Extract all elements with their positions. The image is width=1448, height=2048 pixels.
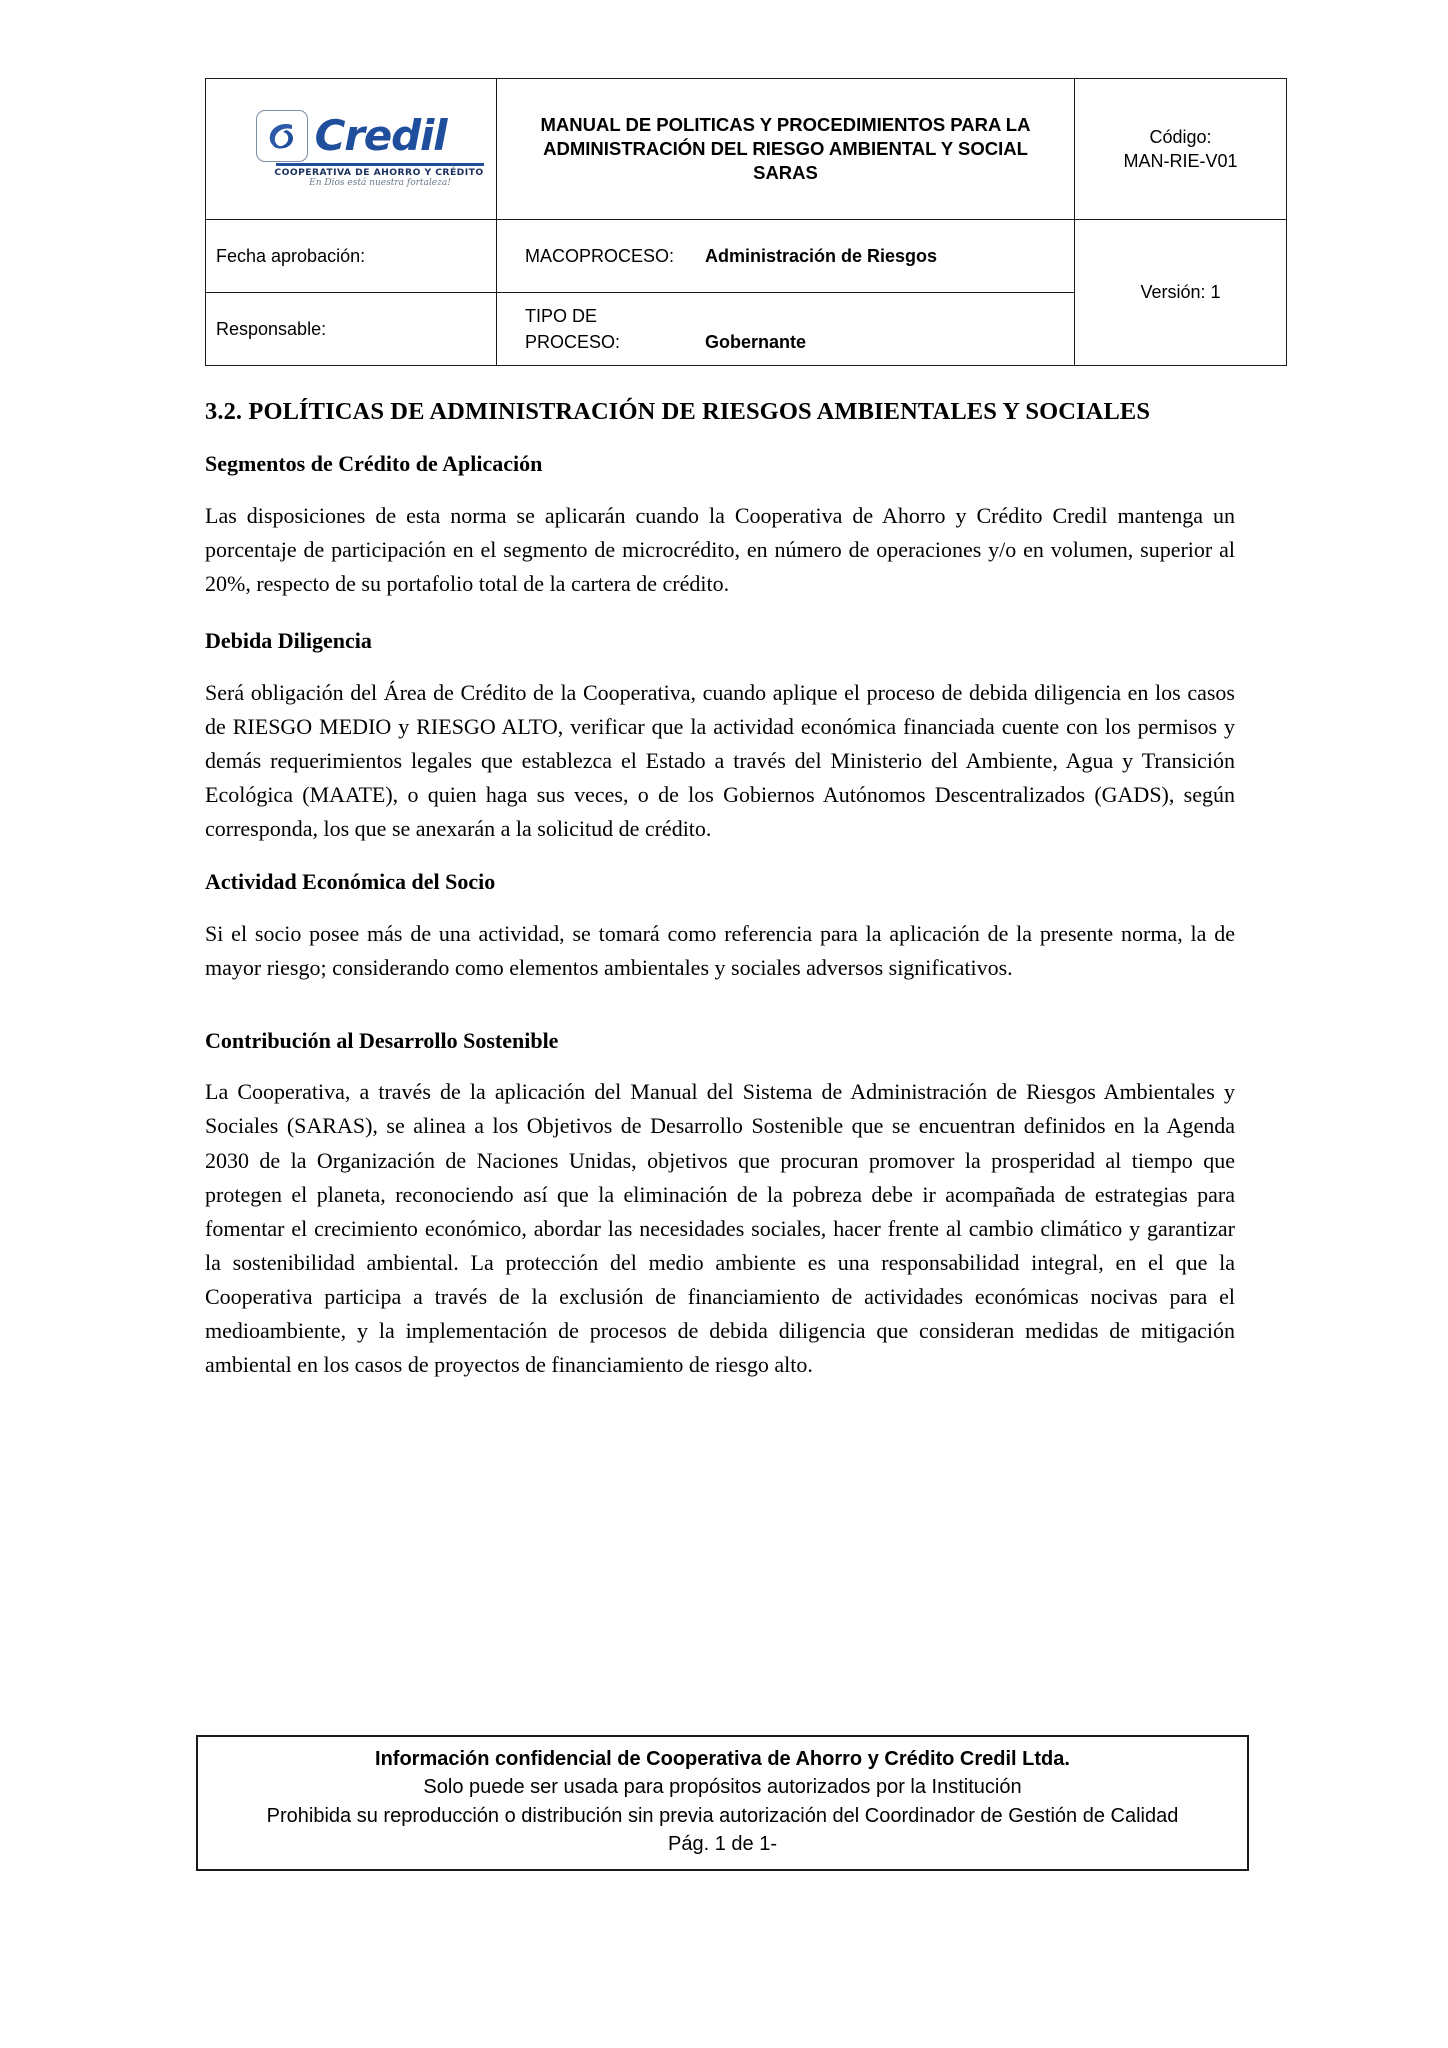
- paragraph-actividad-economica: Si el socio posee más de una actividad, se tomará como referencia para la aplicación de la presente norma, la de mayor riesgo; considerando como elementos ambientales y sociales adversos significativos.: [205, 920, 1235, 980]
- footer-line-confidencial: Información confidencial de Cooperativa de Ahorro y Crédito Credil Ltda.: [375, 1748, 1070, 1770]
- tipo-proceso-cell: [497, 293, 1075, 366]
- subheading-actividad-economica: Actividad Económica del Socio: [205, 868, 496, 894]
- subheading-contribucion-desarrollo: Contribución al Desarrollo Sostenible: [205, 1027, 559, 1053]
- macroproceso-value: Administración de Riesgos: [705, 245, 938, 266]
- credil-swirl-logo-icon: [256, 110, 308, 162]
- paragraph-debida-diligencia: Será obligación del Área de Crédito de la Cooperativa, cuando aplique el proceso de debida diligencia en los casos de RIESGO MEDIO y RIESGO ALTO, verificar que la actividad económica financiada cuente con los permisos y demás requerimientos legales que establezca el Estado a través del Ministerio del Ambiente, Agua y Transición Ecológica (MAATE), o quien haga sus veces, o de los Gobiernos Autónomos Descentralizados (GADS), según corresponda, los que se anexarán a la solicitud de crédito.: [205, 679, 1235, 841]
- logo-subtitle: COOPERATIVA DE AHORRO Y CRÉDITO: [274, 167, 484, 179]
- code-value: MAN-RIE-V01: [1123, 151, 1238, 171]
- paragraph-contribucion-desarrollo: La Cooperativa, a través de la aplicación del Manual del Sistema de Administración de Riesgos Ambientales y Sociales (SARAS), se alinea a los Objetivos de Desarrollo Sostenible que se encuentran definidos en la Agenda 2030 de la Organización de Naciones Unidas, objetivos que procuran promover la prosperidad al tiempo que protegen el planeta, reconociendo así que la eliminación de la pobreza debe ir acompañada de estrategias para fomentar el crecimiento económico, abordar las necesidades sociales, hacer frente al cambio climático y garantizar la sostenibilidad ambiental. La protección del medio ambiente es una responsabilidad integral, en el que la Cooperativa participa a través de la exclusión de financiamiento de actividades económicas nocivas para el medioambiente, y la implementación de procesos de debida diligencia que consideran medidas de mitigación ambiental en los casos de proyectos de financiamiento de riesgo alto.: [205, 1079, 1235, 1378]
- responsable-label: Responsable:: [206, 293, 497, 366]
- footer-page-number: Pág. 1 de 1-: [668, 1833, 777, 1856]
- document-header-table: [205, 78, 1287, 366]
- footer-line-uso-autorizado: Solo puede ser usada para propósitos autorizados por la Institución: [423, 1776, 1022, 1799]
- macroproceso-cell: [497, 220, 1075, 293]
- subheading-debida-diligencia: Debida Diligencia: [205, 627, 372, 653]
- code-label: Código:: [1149, 126, 1212, 147]
- footer-line-prohibida-reproduccion: Prohibida su reproducción o distribución sin previa autorización del Coordinador de Gestión de Calidad: [266, 1804, 1179, 1827]
- logo-tagline: En Dios está nuestra fortaleza!: [309, 177, 451, 188]
- logo-cell: [206, 79, 497, 220]
- header-row-title: [206, 79, 1287, 220]
- document-code-cell: [1075, 79, 1287, 220]
- subheading-segmentos-credito: Segmentos de Crédito de Aplicación: [205, 451, 543, 477]
- document-body: [205, 396, 1235, 1382]
- paragraph-segmentos-credito: Las disposiciones de esta norma se aplicarán cuando la Cooperativa de Ahorro y Crédito Credil mantenga un porcentaje de participación en el segmento de microcrédito, en número de operaciones y/o en volumen, superior al 20%, respecto de su portafolio total de la cartera de crédito.: [205, 502, 1235, 596]
- header-row-macroproceso: [206, 220, 1287, 293]
- credil-logo: [218, 110, 483, 187]
- tipo-proceso-value: Gobernante: [705, 332, 807, 353]
- document-footer: [196, 1735, 1249, 1871]
- logo-wordmark: Credil: [314, 111, 447, 161]
- fecha-aprobacion-label: Fecha aprobación:: [206, 220, 497, 293]
- logo-top-row: [218, 110, 483, 162]
- section-heading-3-2: 3.2. POLÍTICAS DE ADMINISTRACIÓN DE RIESGOS AMBIENTALES Y SOCIALES: [205, 398, 1151, 426]
- document-title-cell: MANUAL DE POLITICAS Y PROCEDIMIENTOS PARA LA ADMINISTRACIÓN DEL RIESGO AMBIENTAL Y SOCIAL SARAS: [497, 79, 1075, 220]
- macroproceso-label: MACOPROCESO:: [525, 245, 675, 266]
- logo-divider-rule: [276, 163, 483, 166]
- version-cell: Versión: 1: [1075, 220, 1287, 366]
- tipo-proceso-label: TIPO DE PROCESO:: [525, 306, 621, 353]
